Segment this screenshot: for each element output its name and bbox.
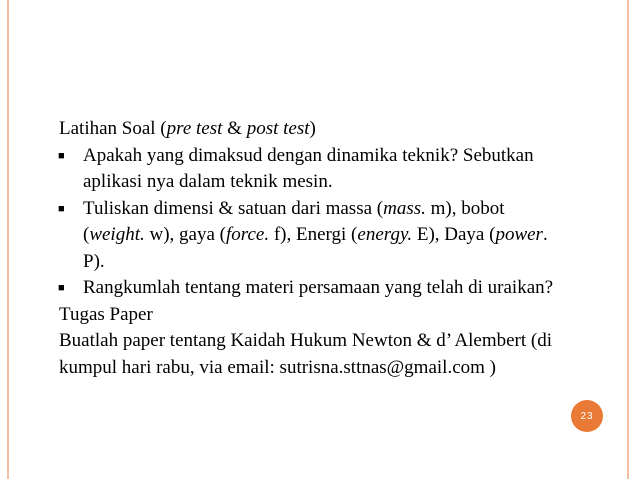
text-run: E), Daya ( (412, 224, 496, 245)
text-run: Buatlah paper tentang Kaidah Hukum Newton & d’ Alembert (di kumpul hari rabu, via email: sutrisna.sttnas@gmail.com ) (59, 330, 552, 378)
text-run: Tugas Paper (59, 303, 153, 325)
page-number: 23 (580, 410, 594, 422)
text-run: Latihan Soal ( (59, 118, 167, 139)
text-run: Apakah yang dimaksud dengan dinamika teknik? Sebutkan aplikasi nya dalam teknik mesin. (83, 144, 534, 192)
text-run: pre test (166, 118, 223, 139)
bullet-item (38, 196, 558, 276)
bullet-item (38, 302, 558, 329)
text-run: Rangkumlah tentang materi persamaan yang telah di uraikan? (83, 277, 554, 298)
bullet-item (38, 116, 558, 143)
square-bullet-icon: ■ (58, 202, 65, 215)
text-run: f), Energi ( (269, 224, 358, 245)
text-run: m), bobot ( (83, 197, 505, 245)
bullet-item (38, 143, 558, 196)
bullet-item (38, 275, 558, 302)
text-run: force. (226, 224, 270, 245)
text-run: . P). (83, 224, 548, 272)
text-run: Tuliskan dimensi & satuan dari massa ( (83, 197, 384, 219)
text-run: mass. (383, 197, 426, 219)
slide-content (38, 116, 558, 381)
text-run: ) (309, 118, 316, 139)
slide-paragraph (38, 328, 558, 381)
text-run: post test (246, 118, 310, 139)
square-bullet-icon: ■ (58, 282, 65, 294)
text-run: energy. (357, 224, 413, 245)
text-run: w), gaya ( (144, 224, 226, 245)
square-bullet-icon: ■ (58, 149, 65, 162)
text-run: weight. (89, 224, 145, 245)
text-run: power (495, 224, 543, 245)
page-number-badge (571, 400, 603, 432)
text-run: & (222, 118, 247, 139)
